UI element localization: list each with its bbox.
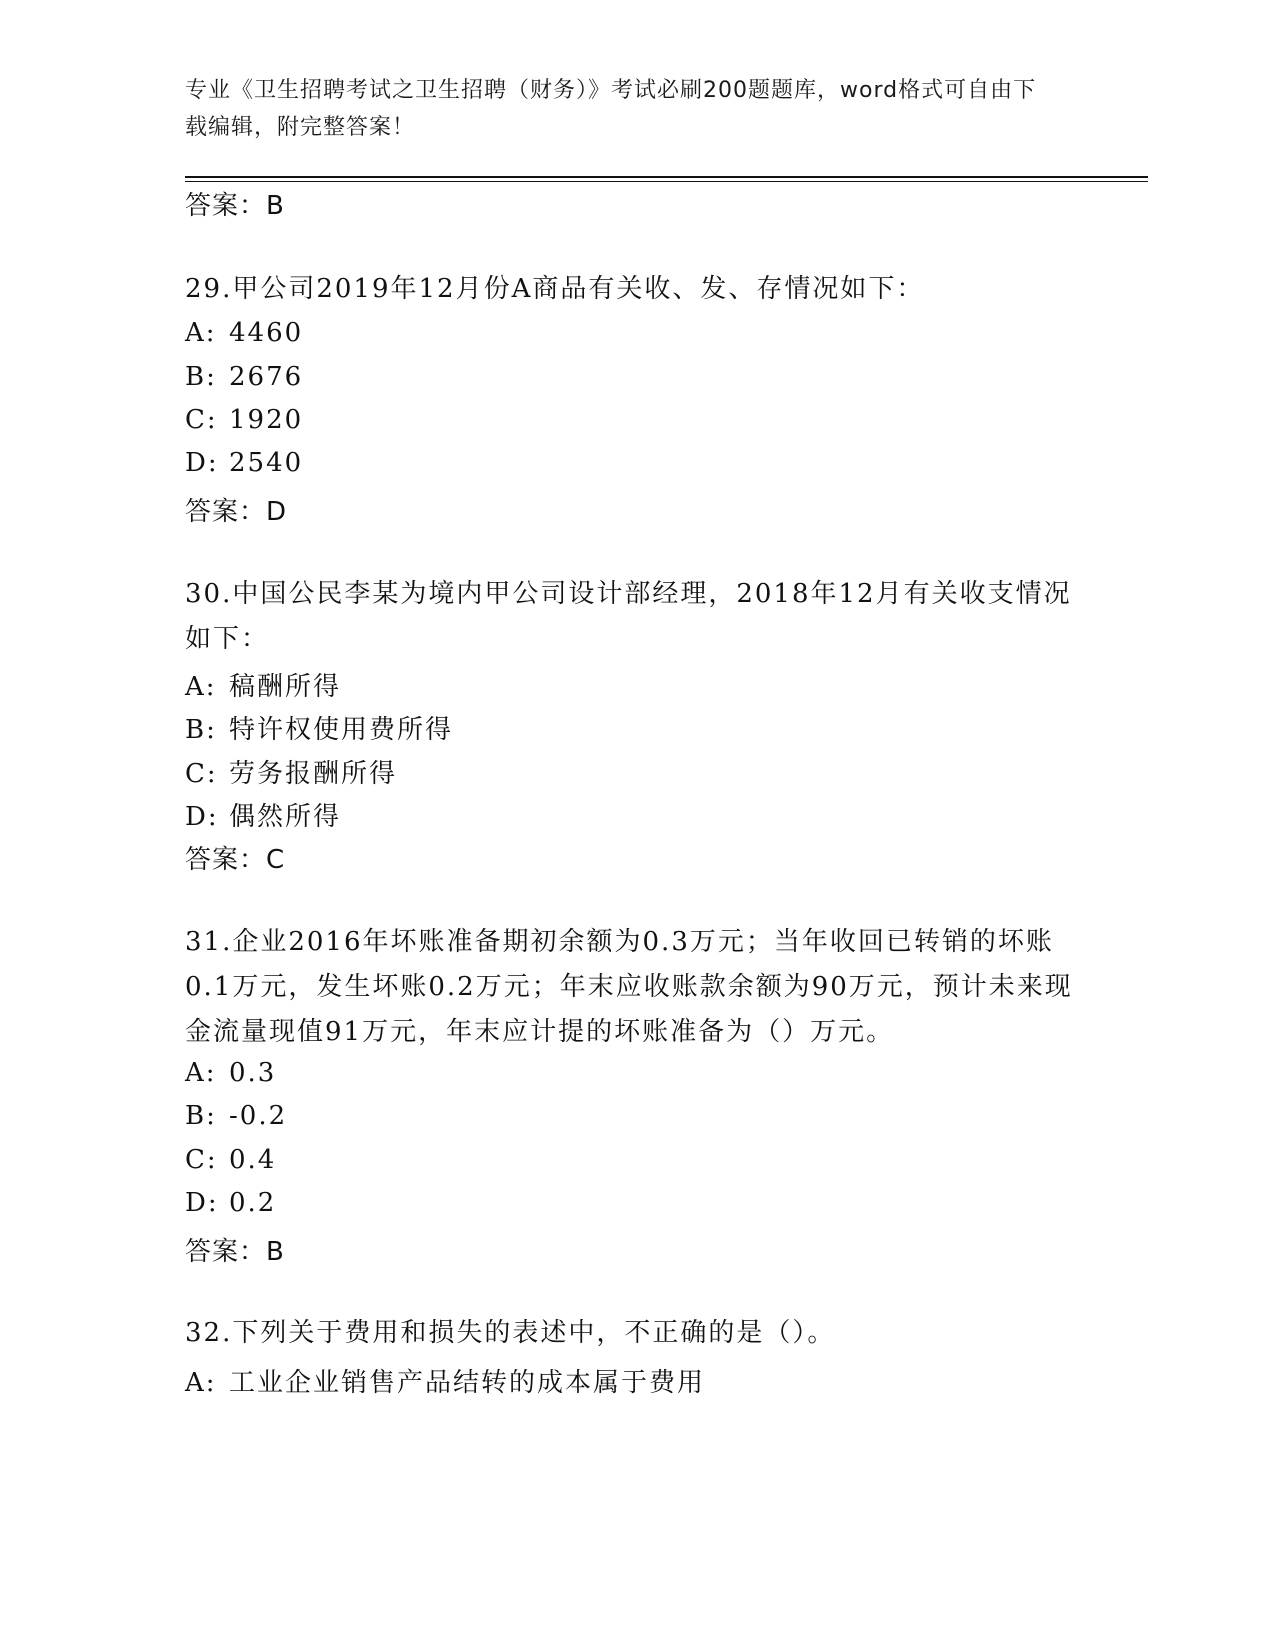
option-label: B: <box>185 715 217 745</box>
option-label: C: <box>185 405 218 435</box>
option-text: 特许权使用费所得 <box>229 715 454 745</box>
option-label: C: <box>185 759 218 789</box>
question-29-answer: 答案：D <box>185 497 288 527</box>
question-32-option-a <box>185 1362 705 1399</box>
question-30-option-b <box>185 709 453 746</box>
option-text: 0.4 <box>229 1145 277 1175</box>
question-29-option-c <box>185 405 303 435</box>
option-label: A: <box>185 1368 217 1398</box>
option-label: A: <box>185 318 217 348</box>
question-31-option-c <box>185 1145 276 1175</box>
option-label: D: <box>185 1188 219 1218</box>
question-30-answer: 答案：C <box>185 845 286 875</box>
question-29-option-d <box>185 448 303 478</box>
option-label: A: <box>185 672 217 702</box>
option-text: 0.2 <box>229 1188 277 1218</box>
header-rule-thick <box>185 176 1148 178</box>
option-label: B: <box>185 1101 217 1131</box>
header-rule-thin <box>185 181 1148 182</box>
option-label: C: <box>185 1145 218 1175</box>
question-31-option-b <box>185 1101 287 1131</box>
option-text: 2540 <box>229 448 304 478</box>
document-header: 专业《卫生招聘考试之卫生招聘（财务）》考试必刷200题题库，word格式可自由下载编辑，附完整答案！ <box>185 78 1037 140</box>
question-30-option-c <box>185 753 397 790</box>
option-text: 偶然所得 <box>229 802 342 832</box>
question-31-option-a <box>185 1058 276 1088</box>
question-31-answer: 答案：B <box>185 1237 285 1267</box>
question-31-option-d <box>185 1188 276 1218</box>
option-text: -0.2 <box>229 1101 288 1131</box>
option-text: 4460 <box>229 318 304 348</box>
question-31-text: 31.企业2016年坏账准备期初余额为0.3万元；当年收回已转销的坏账0.1万元，发生坏账0.2万元；年末应收账款余额为90万元，预计未来现金流量现值91万元，年末应计提的坏账准备为（）万元。 <box>185 927 1073 1047</box>
question-29-option-b <box>185 362 303 392</box>
option-text: 2676 <box>229 362 304 392</box>
question-29-option-a <box>185 318 303 348</box>
option-label: B: <box>185 362 217 392</box>
option-label: D: <box>185 802 219 832</box>
question-30-text: 30.中国公民李某为境内甲公司设计部经理，2018年12月有关收支情况如下： <box>185 579 1072 654</box>
question-30-option-d <box>185 796 341 833</box>
option-text: 工业企业销售产品结转的成本属于费用 <box>229 1368 706 1398</box>
answer-prev: 答案：B <box>185 191 285 221</box>
option-text: 劳务报酬所得 <box>229 759 398 789</box>
option-label: D: <box>185 448 219 478</box>
question-32-text: 32.下列关于费用和损失的表述中，不正确的是（）。 <box>185 1318 836 1348</box>
option-text: 0.3 <box>229 1058 277 1088</box>
question-29-text: 29.甲公司2019年12月份A商品有关收、发、存情况如下： <box>185 274 925 304</box>
option-text: 稿酬所得 <box>229 672 342 702</box>
option-label: A: <box>185 1058 217 1088</box>
question-30-option-a <box>185 666 341 703</box>
option-text: 1920 <box>229 405 304 435</box>
